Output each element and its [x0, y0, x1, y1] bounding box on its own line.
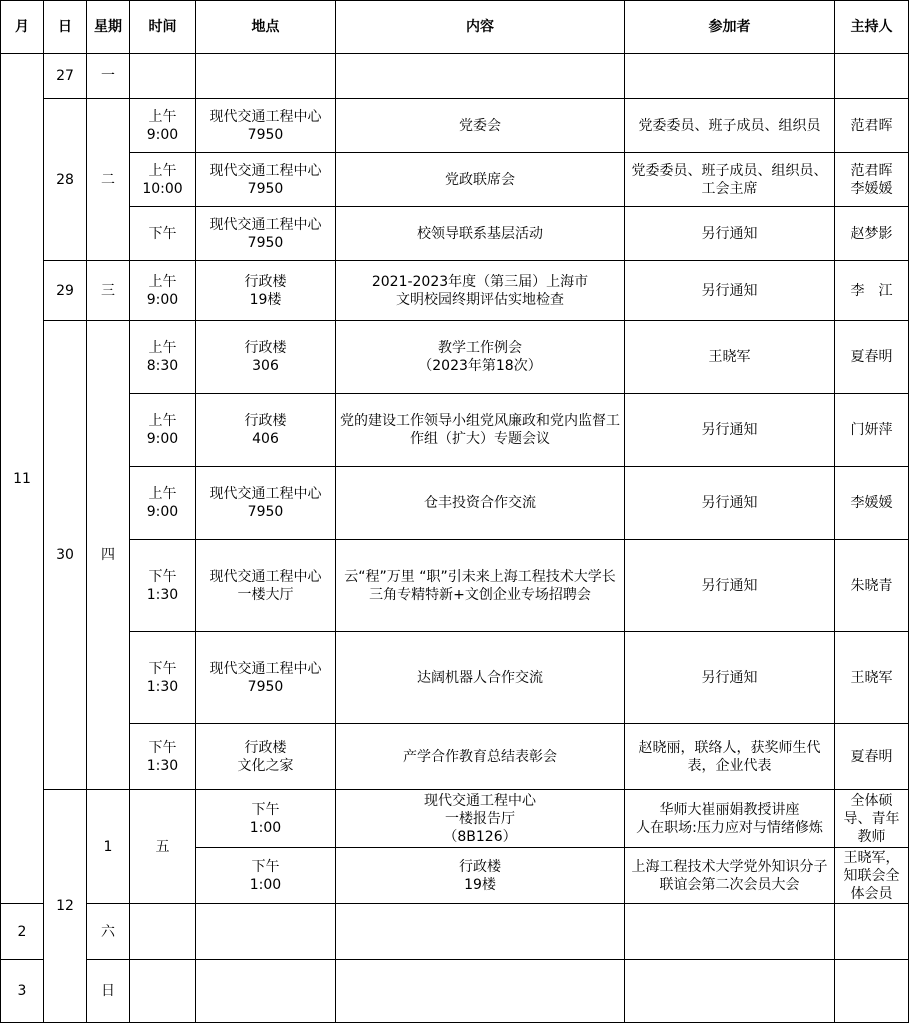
event-content: 党政联席会: [336, 153, 625, 207]
weekday-cell: 三: [87, 261, 130, 321]
table-row: [1, 394, 909, 467]
event-attendees: 全体硕导、青年教师: [835, 790, 909, 848]
event-content: 教学工作例会 （2023年第18次）: [336, 321, 625, 394]
table-row: [1, 321, 909, 394]
empty-cell: [336, 904, 625, 960]
table-row: [1, 207, 909, 261]
event-host: 夏春明: [835, 724, 909, 790]
table-row: [1, 540, 909, 632]
header-time: 时间: [130, 1, 196, 54]
event-time: 上午 10:00: [130, 153, 196, 207]
empty-cell: [336, 960, 625, 1023]
day-cell: 30: [44, 321, 87, 790]
day-cell: 27: [44, 54, 87, 99]
weekday-cell: 日: [87, 960, 130, 1023]
event-attendees: 赵晓丽，联络人，获奖师生代表，企业代表: [625, 724, 835, 790]
header-weekday: 星期: [87, 1, 130, 54]
table-row: [1, 54, 909, 99]
table-row: [1, 153, 909, 207]
empty-cell: [130, 904, 196, 960]
empty-cell: [625, 54, 835, 99]
day-cell: 29: [44, 261, 87, 321]
month-cell: 12: [44, 790, 87, 1023]
event-host: 李媛媛: [835, 467, 909, 540]
event-time: 上午 8:30: [130, 321, 196, 394]
empty-cell: [196, 904, 336, 960]
event-location: 现代交通工程中心 7950: [196, 632, 336, 724]
empty-cell: [625, 904, 835, 960]
event-location: 现代交通工程中心 一楼大厅: [196, 540, 336, 632]
weekday-cell: 二: [87, 99, 130, 261]
event-location: 行政楼 306: [196, 321, 336, 394]
day-cell: 1: [87, 790, 130, 904]
event-host: 朱晓青: [835, 540, 909, 632]
event-attendees: 另行通知: [625, 540, 835, 632]
event-content: 党的建设工作领导小组党风廉政和党内监督工作组（扩大）专题会议: [336, 394, 625, 467]
empty-cell: [336, 54, 625, 99]
event-location: 行政楼 19楼: [196, 261, 336, 321]
empty-cell: [130, 54, 196, 99]
event-location: 现代交通工程中心 7950: [196, 153, 336, 207]
empty-cell: [196, 960, 336, 1023]
header-location: 地点: [196, 1, 336, 54]
empty-cell: [130, 960, 196, 1023]
event-host: 范君晖 李媛媛: [835, 153, 909, 207]
day-cell: 28: [44, 99, 87, 261]
event-host: 门妍萍: [835, 394, 909, 467]
table-row: [1, 790, 909, 848]
event-attendees: 王晓军，知联会全体会员: [835, 848, 909, 904]
table-row: [1, 99, 909, 153]
header-host: 主持人: [835, 1, 909, 54]
event-content: 上海工程技术大学党外知识分子 联谊会第二次会员大会: [625, 848, 835, 904]
empty-cell: [625, 960, 835, 1023]
event-content: 产学合作教育总结表彰会: [336, 724, 625, 790]
weekday-cell: 一: [87, 54, 130, 99]
empty-cell: [835, 960, 909, 1023]
header-attendees: 参加者: [625, 1, 835, 54]
event-content: 校领导联系基层活动: [336, 207, 625, 261]
event-location: 现代交通工程中心 7950: [196, 207, 336, 261]
empty-cell: [835, 904, 909, 960]
event-attendees: 另行通知: [625, 207, 835, 261]
event-attendees: 党委委员、班子成员、组织员、工会主席: [625, 153, 835, 207]
event-time: 下午 1:00: [196, 848, 336, 904]
event-host: 王晓军: [835, 632, 909, 724]
day-cell: 2: [1, 904, 44, 960]
event-time: 下午: [130, 207, 196, 261]
event-time: 上午 9:00: [130, 99, 196, 153]
table-row: [1, 632, 909, 724]
event-location: 现代交通工程中心 一楼报告厅 （8B126）: [336, 790, 625, 848]
header-row: [1, 1, 909, 54]
weekday-cell: 四: [87, 321, 130, 790]
event-content: 2021-2023年度（第三届）上海市 文明校园终期评估实地检查: [336, 261, 625, 321]
event-time: 下午 1:30: [130, 632, 196, 724]
event-attendees: 王晓军: [625, 321, 835, 394]
event-location: 行政楼 19楼: [336, 848, 625, 904]
day-cell: 3: [1, 960, 44, 1023]
event-time: 下午 1:30: [130, 724, 196, 790]
event-content: 仓丰投资合作交流: [336, 467, 625, 540]
event-location: 行政楼 406: [196, 394, 336, 467]
event-content: 党委会: [336, 99, 625, 153]
event-host: 范君晖: [835, 99, 909, 153]
table-row: [1, 724, 909, 790]
event-content: 达阔机器人合作交流: [336, 632, 625, 724]
event-location: 现代交通工程中心 7950: [196, 467, 336, 540]
header-content: 内容: [336, 1, 625, 54]
event-host: 赵梦影: [835, 207, 909, 261]
event-content: 云“程”万里 “职”引未来上海工程技术大学长三角专精特新+文创企业专场招聘会: [336, 540, 625, 632]
event-time: 下午 1:30: [130, 540, 196, 632]
table-row: [1, 960, 909, 1023]
table-row: [1, 467, 909, 540]
event-attendees: 另行通知: [625, 632, 835, 724]
event-time: 上午 9:00: [130, 467, 196, 540]
event-location: 行政楼 文化之家: [196, 724, 336, 790]
empty-cell: [835, 54, 909, 99]
month-cell: 11: [1, 54, 44, 904]
event-attendees: 另行通知: [625, 467, 835, 540]
event-host: 李 江: [835, 261, 909, 321]
event-content: 华师大崔丽娟教授讲座 人在职场:压力应对与情绪修炼: [625, 790, 835, 848]
event-time: 下午 1:00: [196, 790, 336, 848]
event-time: 上午 9:00: [130, 261, 196, 321]
weekday-cell: 六: [87, 904, 130, 960]
event-attendees: 另行通知: [625, 394, 835, 467]
event-time: 上午 9:00: [130, 394, 196, 467]
header-month: 月: [1, 1, 44, 54]
event-attendees: 另行通知: [625, 261, 835, 321]
event-host: 夏春明: [835, 321, 909, 394]
weekday-cell: 五: [130, 790, 196, 904]
event-attendees: 党委委员、班子成员、组织员: [625, 99, 835, 153]
empty-cell: [196, 54, 336, 99]
table-row: [1, 261, 909, 321]
header-day: 日: [44, 1, 87, 54]
event-location: 现代交通工程中心 7950: [196, 99, 336, 153]
table-row: [1, 904, 909, 960]
